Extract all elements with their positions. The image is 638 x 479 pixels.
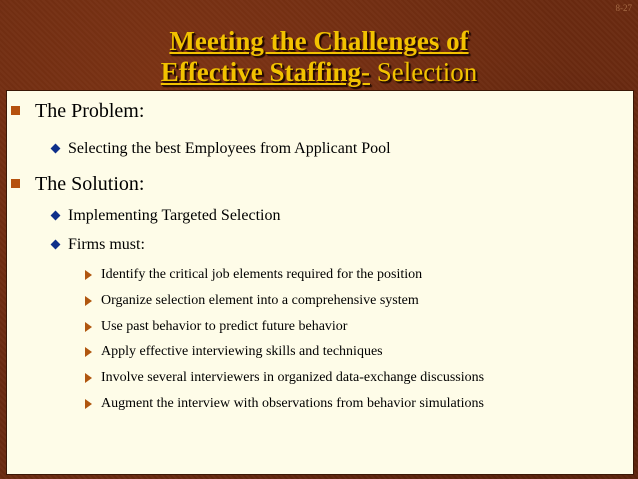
sub-bullet-text: Selecting the best Employees from Applicant Pool <box>68 140 391 157</box>
diamond-bullet-icon <box>51 211 61 221</box>
sub-bullet-implementing <box>51 206 280 226</box>
list-item: Apply effective interviewing skills and techniques <box>85 343 383 361</box>
list-item: Identify the critical job elements required for the position <box>85 266 422 284</box>
title-line-1: Meeting the Challenges of <box>169 26 469 56</box>
arrow-bullet-icon <box>85 296 92 306</box>
square-bullet-icon <box>11 179 20 188</box>
title-line-2: Effective Staffing- Selection <box>160 57 478 87</box>
slide-title <box>0 26 638 88</box>
arrow-bullet-icon <box>85 347 92 357</box>
arrow-bullet-icon <box>85 373 92 383</box>
diamond-bullet-icon <box>51 144 61 154</box>
sub-bullet-text: Firms must: <box>68 236 145 253</box>
bullet-problem-label: The Problem: <box>35 100 145 122</box>
arrow-bullet-icon <box>85 399 92 409</box>
list-item: Involve several interviewers in organized data-exchange discussions <box>85 369 484 387</box>
sub-bullet-text: Implementing Targeted Selection <box>68 207 281 224</box>
arrow-bullet-icon <box>85 270 92 280</box>
content-panel <box>6 90 634 475</box>
sub-bullet-firms-must <box>51 235 145 255</box>
bullet-solution-label: The Solution: <box>35 173 145 195</box>
diamond-bullet-icon <box>51 240 61 250</box>
list-item: Organize selection element into a comprehensive system <box>85 292 419 310</box>
bullet-problem <box>11 99 144 123</box>
slide-number: 8-27 <box>615 3 632 13</box>
list-item: Use past behavior to predict future behavior <box>85 318 347 336</box>
arrow-bullet-icon <box>85 322 92 332</box>
list-item: Augment the interview with observations from behavior simulations <box>85 395 484 413</box>
bullet-solution <box>11 172 144 196</box>
square-bullet-icon <box>11 106 20 115</box>
sub-bullet-selecting <box>51 139 391 159</box>
